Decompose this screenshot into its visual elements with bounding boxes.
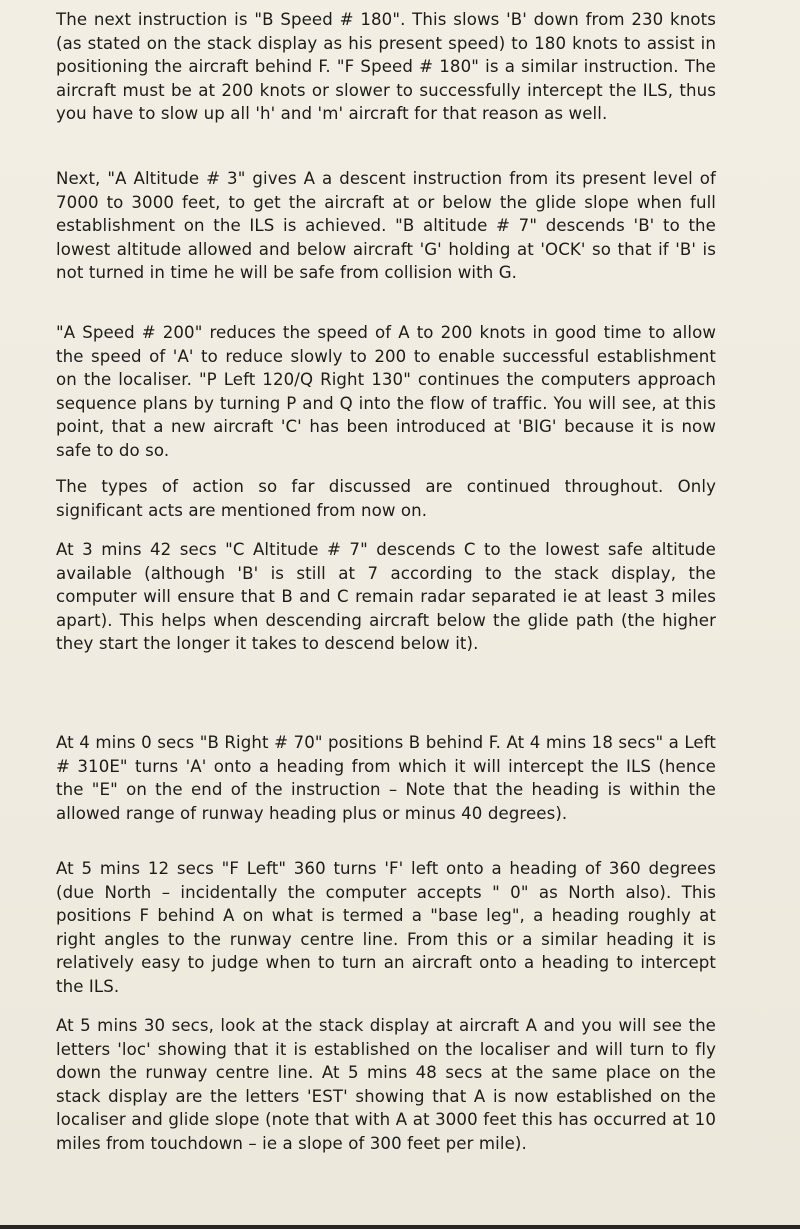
paragraph-speed-instructions: The next instruction is "B Speed # 180". This slows 'B' down from 230 knots (as stated on the stack display as his present speed) to 180 knots to assist in positioning the aircraft behind F. "F Speed # 180" is a similar instruction. The aircraft must be at 200 knots or slower to successfully intercept the ILS, thus you have to slow up all 'h' and 'm' aircraft for that reason as well. [56,10,716,124]
paragraph-5-mins-30: At 5 mins 30 secs, look at the stack display at aircraft A and you will see the letters 'loc' showing that it is established on the localiser and will turn to fly down the runway centre line. At 5 mins 48 secs at the same place on the stack display are the letters 'EST' showing that A is now established on the localiser and glide slope (note that with A at 3000 feet this has occurred at 10 miles from touchdown – ie a slope of 300 feet per mile). [56,1016,716,1153]
paragraph-3-mins-42: At 3 mins 42 secs "C Altitude # 7" descends C to the lowest safe altitude available (although 'B' is still at 7 according to the stack display, the computer will ensure that B and C remain radar separated ie at least 3 miles apart). This helps when descending aircraft below the glide path (the higher they start the longer it takes to descend below it). [56,540,716,654]
paragraph-altitude-instructions: Next, "A Altitude # 3" gives A a descent instruction from its present level of 7000 to 3000 feet, to get the aircraft at or below the glide slope when full establishment on the ILS is achieved. "B altitude # 7" descends 'B' to the lowest altitude allowed and below aircraft 'G' holding at 'OCK' so that if 'B' is not turned in time he will be safe from collision with G. [56,169,716,283]
paragraph-approach-sequence: "A Speed # 200" reduces the speed of A to 200 knots in good time to allow the speed of 'A' to reduce slowly to 200 to enable successful establishment on the localiser. "P Left 120/Q Right 130" continues the computers approach sequence plans by turning P and Q into the flow of traffic. You will see, at this point, that a new aircraft 'C' has been introduced at 'BIG' because it is now safe to do so. [56,323,716,460]
page-bottom-edge [0,1225,800,1229]
paragraph-types-of-action: The types of action so far discussed are continued throughout. Only significant acts are mentioned from now on. [56,477,716,520]
paragraph-5-mins-12: At 5 mins 12 secs "F Left" 360 turns 'F' left onto a heading of 360 degrees (due North – incidentally the computer accepts " 0" as North also). This positions F behind A on what is termed a "base leg", a heading roughly at right angles to the runway centre line. From this or a similar heading it is relatively easy to judge when to turn an aircraft onto a heading to intercept the ILS. [56,859,716,996]
paragraph-4-mins-0: At 4 mins 0 secs "B Right # 70" positions B behind F. At 4 mins 18 secs" a Left # 310E" turns 'A' onto a heading from which it will intercept the ILS (hence the "E" on the end of the instruction – Note that the heading is within the allowed range of runway heading plus or minus 40 degrees). [56,733,716,823]
